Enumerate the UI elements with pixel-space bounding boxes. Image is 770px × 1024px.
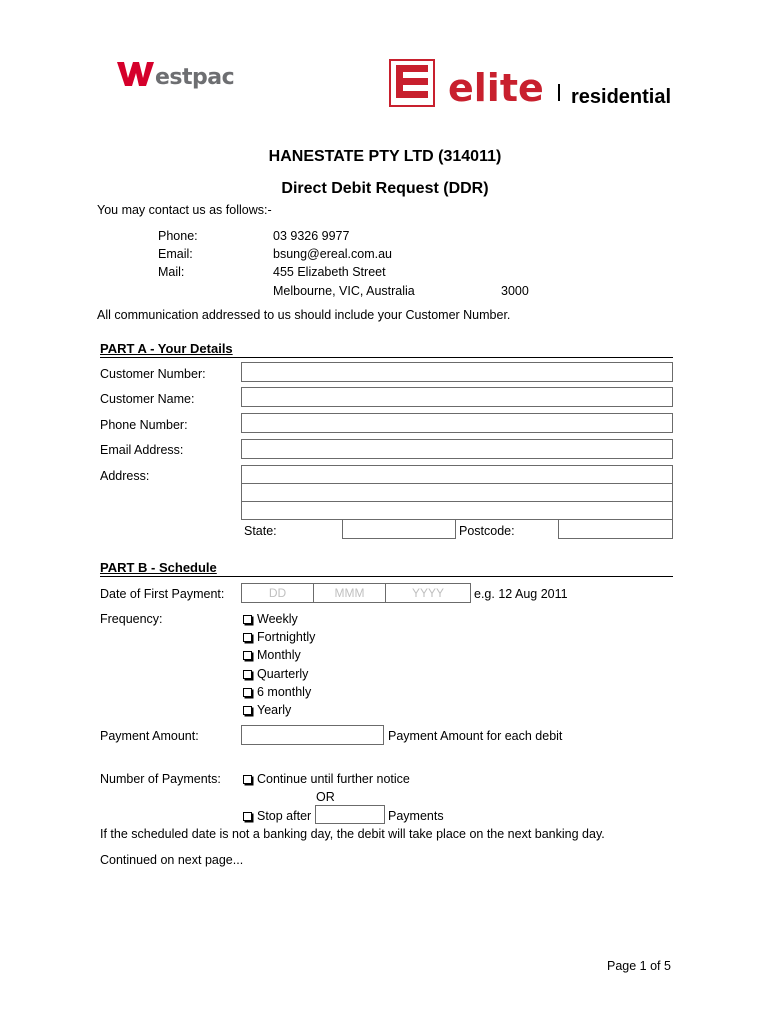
payment-amount-note: Payment Amount for each debit bbox=[388, 729, 563, 743]
mail-city: Melbourne, VIC, Australia bbox=[273, 284, 415, 298]
customer-name-field[interactable] bbox=[241, 387, 673, 407]
address-line-2-field[interactable] bbox=[241, 483, 673, 502]
westpac-logo bbox=[115, 58, 265, 90]
first-payment-day-field[interactable] bbox=[241, 583, 314, 603]
mail-label: Mail: bbox=[158, 265, 185, 279]
state-label: State: bbox=[244, 524, 277, 538]
checkbox-icon bbox=[243, 633, 252, 642]
first-payment-label: Date of First Payment: bbox=[100, 587, 225, 601]
contact-intro: You may contact us as follows:- bbox=[97, 203, 272, 217]
email-value: bsung@ereal.com.au bbox=[273, 247, 393, 261]
phone-number-field[interactable] bbox=[241, 413, 673, 433]
mail-street: 455 Elizabeth Street bbox=[273, 265, 386, 279]
frequency-quarterly-checkbox[interactable]: Quarterly bbox=[243, 667, 308, 681]
mail-postcode: 3000 bbox=[501, 284, 529, 298]
postcode-field[interactable] bbox=[558, 519, 673, 539]
banking-day-note: If the scheduled date is not a banking day, the debit will take place on the next banking day. bbox=[100, 827, 605, 841]
part-b-title: PART B - Schedule bbox=[100, 560, 217, 575]
company-title: HANESTATE PTY LTD (314011) bbox=[268, 148, 502, 165]
checkbox-icon bbox=[243, 688, 252, 697]
checkbox-icon bbox=[243, 615, 252, 624]
frequency-label: Frequency: bbox=[100, 612, 163, 626]
first-payment-month-field[interactable] bbox=[313, 583, 386, 603]
phone-number-label: Phone Number: bbox=[100, 418, 188, 432]
phone-value: 03 9326 9977 bbox=[273, 229, 350, 243]
svg-text:residential: residential bbox=[571, 86, 672, 108]
first-payment-year-field[interactable] bbox=[385, 583, 471, 603]
part-b-header bbox=[100, 560, 673, 577]
checkbox-icon bbox=[243, 670, 252, 679]
phone-label: Phone: bbox=[158, 229, 198, 243]
email-address-label: Email Address: bbox=[100, 443, 184, 457]
email-label: Email: bbox=[158, 247, 193, 261]
payment-amount-field[interactable] bbox=[241, 725, 384, 745]
frequency-monthly-checkbox[interactable]: Monthly bbox=[243, 648, 301, 662]
checkbox-icon bbox=[243, 775, 252, 784]
page-number: Page 1 of 5 bbox=[607, 959, 671, 973]
customer-number-label: Customer Number: bbox=[100, 367, 206, 381]
checkbox-icon bbox=[243, 812, 252, 821]
date-example: e.g. 12 Aug 2011 bbox=[474, 587, 568, 601]
continue-until-notice-checkbox[interactable]: Continue until further notice bbox=[243, 772, 410, 786]
frequency-6-monthly-checkbox[interactable]: 6 monthly bbox=[243, 685, 311, 699]
payment-amount-label: Payment Amount: bbox=[100, 729, 199, 743]
address-line-3-field[interactable] bbox=[241, 501, 673, 520]
customer-name-label: Customer Name: bbox=[100, 392, 195, 406]
checkbox-icon bbox=[243, 706, 252, 715]
or-text: OR bbox=[316, 790, 335, 804]
payments-text: Payments bbox=[388, 809, 444, 823]
email-address-field[interactable] bbox=[241, 439, 673, 459]
number-of-payments-label: Number of Payments: bbox=[100, 772, 221, 786]
part-a-title: PART A - Your Details bbox=[100, 341, 233, 356]
customer-number-field[interactable] bbox=[241, 362, 673, 382]
frequency-fortnightly-checkbox[interactable]: Fortnightly bbox=[243, 630, 315, 644]
svg-text:elite: elite bbox=[448, 66, 544, 108]
frequency-yearly-checkbox[interactable]: Yearly bbox=[243, 703, 291, 717]
postcode-label: Postcode: bbox=[459, 524, 515, 538]
checkbox-icon bbox=[243, 651, 252, 660]
frequency-weekly-checkbox[interactable]: Weekly bbox=[243, 612, 298, 626]
elite-residential-logo bbox=[388, 58, 678, 108]
address-label: Address: bbox=[100, 469, 150, 483]
svg-text:estpac: estpac bbox=[155, 65, 235, 90]
stop-after-checkbox[interactable]: Stop after bbox=[243, 809, 311, 823]
address-line-1-field[interactable] bbox=[241, 465, 673, 484]
stop-after-count-field[interactable] bbox=[315, 805, 385, 824]
state-field[interactable] bbox=[342, 519, 456, 539]
continued-note: Continued on next page... bbox=[100, 853, 244, 867]
contact-note: All communication addressed to us should include your Customer Number. bbox=[97, 308, 511, 322]
form-title: Direct Debit Request (DDR) bbox=[281, 180, 489, 197]
part-a-header bbox=[100, 341, 673, 358]
